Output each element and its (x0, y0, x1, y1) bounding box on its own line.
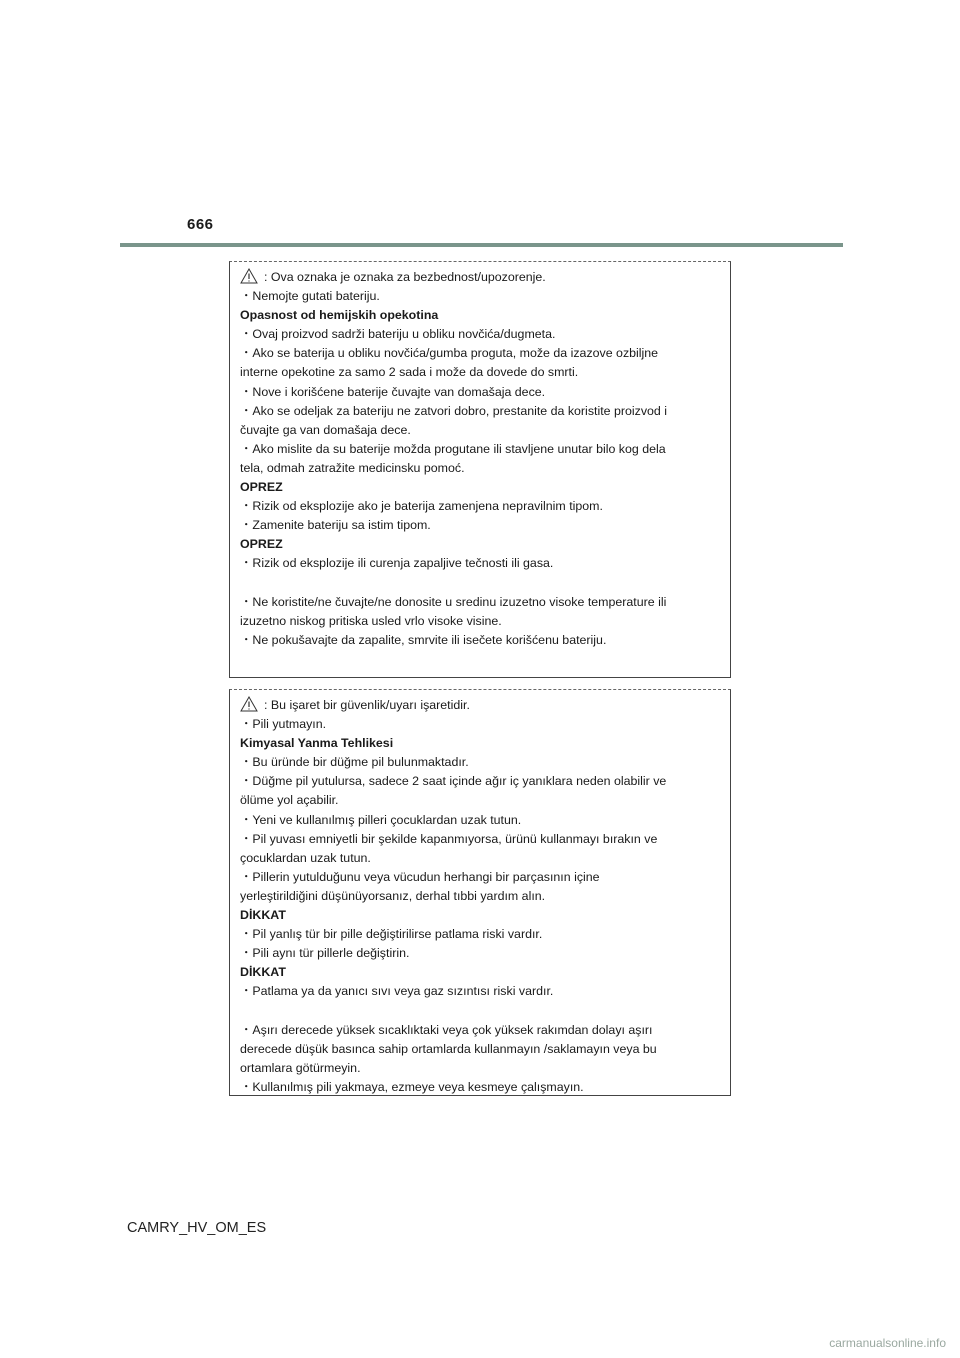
warning-text-line (240, 631, 720, 650)
header-rule (120, 243, 843, 247)
line-text: ・Ne koristite/ne čuvajte/ne donosite u sredinu izuzetno visoke temperature ili (240, 594, 667, 609)
line-text: ・Bu üründe bir düğme pil bulunmaktadır. (240, 755, 469, 770)
line-text: ölüme yol açabilir. (240, 793, 339, 808)
line-text: ・Patlama ya da yanıcı sıvı veya gaz sızıntısı riski vardır. (240, 984, 554, 999)
warning-text-line (240, 440, 720, 459)
warning-text-line (240, 696, 720, 715)
warning-text-line (240, 925, 720, 944)
line-text: : Ova oznaka je oznaka za bezbednost/upozorenje. (264, 270, 546, 284)
section-heading (240, 306, 720, 325)
warning-text-line (240, 383, 720, 402)
line-text: ・Rizik od eksplozije ako je baterija zamenjena nepravilnim tipom. (240, 499, 603, 514)
line-text: ・Yeni ve kullanılmış pilleri çocuklardan uzak tutun. (240, 812, 522, 827)
line-text: derecede düşük basınca sahip ortamlarda kullanmayın /saklamayın veya bu (240, 1041, 657, 1056)
warning-text-line (240, 325, 720, 344)
line-text: OPREZ (240, 480, 283, 495)
line-text: ・Rizik od eksplozije ili curenja zapaljive tečnosti ili gasa. (240, 556, 554, 571)
warning-text-line (240, 791, 720, 810)
section-heading (240, 963, 720, 982)
line-text: ・Pili aynı tür pillerle değiştirin. (240, 946, 410, 961)
warning-text-line (240, 402, 720, 421)
line-text: ・Nove i korišćene baterije čuvajte van domašaja dece. (240, 384, 546, 399)
line-text: ・Zamenite bateriju sa istim tipom. (240, 518, 431, 533)
line-text: ・Ovaj proizvod sadrži bateriju u obliku novčića/dugmeta. (240, 327, 556, 342)
line-text: ・Aşırı derecede yüksek sıcaklıktaki veya çok yüksek rakımdan dolayı aşırı (240, 1022, 653, 1037)
line-text: ・Nemojte gutati bateriju. (240, 289, 380, 304)
warning-text-line (240, 1021, 720, 1040)
warning-text-line (240, 887, 720, 906)
line-text: ・Düğme pil yutulursa, sadece 2 saat içinde ağır iç yanıklara neden olabilir ve (240, 774, 667, 789)
warning-text-line (240, 497, 720, 516)
warning-text-line (240, 849, 720, 868)
line-text: ・Pili yutmayın. (240, 717, 327, 732)
safety-warning-box-turkish (229, 689, 731, 1096)
line-text: ・Kullanılmış pili yakmaya, ezmeye veya kesmeye çalışmayın. (240, 1079, 584, 1094)
section-heading (240, 535, 720, 554)
warning-triangle-icon (240, 268, 258, 284)
warning-text-line (240, 772, 720, 791)
warning-text-line (240, 982, 720, 1001)
line-text: çocuklardan uzak tutun. (240, 850, 371, 865)
warning-text-line (240, 363, 720, 382)
warning-text-line (240, 344, 720, 363)
warning-text-line (240, 516, 720, 535)
line-text: DİKKAT (240, 908, 286, 923)
warning-text-line (240, 715, 720, 734)
line-text: ・Ako se odeljak za bateriju ne zatvori dobro, prestanite da koristite proizvod i (240, 403, 668, 418)
warning-text-line (240, 459, 720, 478)
line-text: ortamlara götürmeyin. (240, 1060, 361, 1075)
line-text: ・Ako se baterija u obliku novčića/gumba proguta, može da izazove ozbiljne (240, 346, 659, 361)
warning-text-line (240, 612, 720, 631)
line-text: Opasnost od hemijskih opekotina (240, 308, 439, 323)
section-heading (240, 734, 720, 753)
line-text: ・Ne pokušavajte da zapalite, smrvite ili isečete korišćenu bateriju. (240, 632, 607, 647)
warning-text-line (240, 554, 720, 573)
warning-triangle-icon (240, 696, 258, 712)
warning-text-line (240, 811, 720, 830)
line-text: DİKKAT (240, 965, 286, 980)
warning-text-line (240, 944, 720, 963)
warning-text-line (240, 287, 720, 306)
blank-line (240, 1002, 720, 1021)
watermark: carmanualsonline.info (829, 1336, 946, 1350)
footer-document-code: CAMRY_HV_OM_ES (127, 1220, 267, 1236)
warning-text-line (240, 268, 720, 287)
safety-warning-box-serbian (229, 261, 731, 678)
line-text: : Bu işaret bir güvenlik/uyarı işaretidir. (264, 698, 470, 712)
line-text: tela, odmah zatražite medicinsku pomoć. (240, 460, 465, 475)
warning-text-line (240, 753, 720, 772)
line-text: ・Pillerin yutulduğunu veya vücudun herhangi bir parçasının içine (240, 869, 600, 884)
section-heading (240, 906, 720, 925)
line-text: Kimyasal Yanma Tehlikesi (240, 736, 394, 751)
warning-text-line (240, 1040, 720, 1059)
line-text: interne opekotine za samo 2 sada i može da dovede do smrti. (240, 365, 579, 380)
warning-text-line (240, 1078, 720, 1097)
warning-text-line (240, 830, 720, 849)
blank-line (240, 574, 720, 593)
line-text: ・Pil yuvası emniyetli bir şekilde kapanmıyorsa, ürünü kullanmayı bırakın ve (240, 831, 658, 846)
line-text: yerleştirildiğini düşünüyorsanız, derhal tıbbi yardım alın. (240, 888, 546, 903)
line-text: čuvajte ga van domašaja dece. (240, 422, 411, 437)
line-text: OPREZ (240, 537, 283, 552)
warning-text-line (240, 593, 720, 612)
page-number: 666 (187, 216, 214, 233)
line-text: ・Ako mislite da su baterije možda progutane ili stavljene unutar bilo kog dela (240, 441, 666, 456)
warning-text-line (240, 421, 720, 440)
line-text: izuzetno niskog pritiska usled vrlo visoke visine. (240, 613, 502, 628)
warning-text-line (240, 868, 720, 887)
line-text: ・Pil yanlış tür bir pille değiştirilirse patlama riski vardır. (240, 927, 543, 942)
section-heading (240, 478, 720, 497)
warning-text-line (240, 1059, 720, 1078)
